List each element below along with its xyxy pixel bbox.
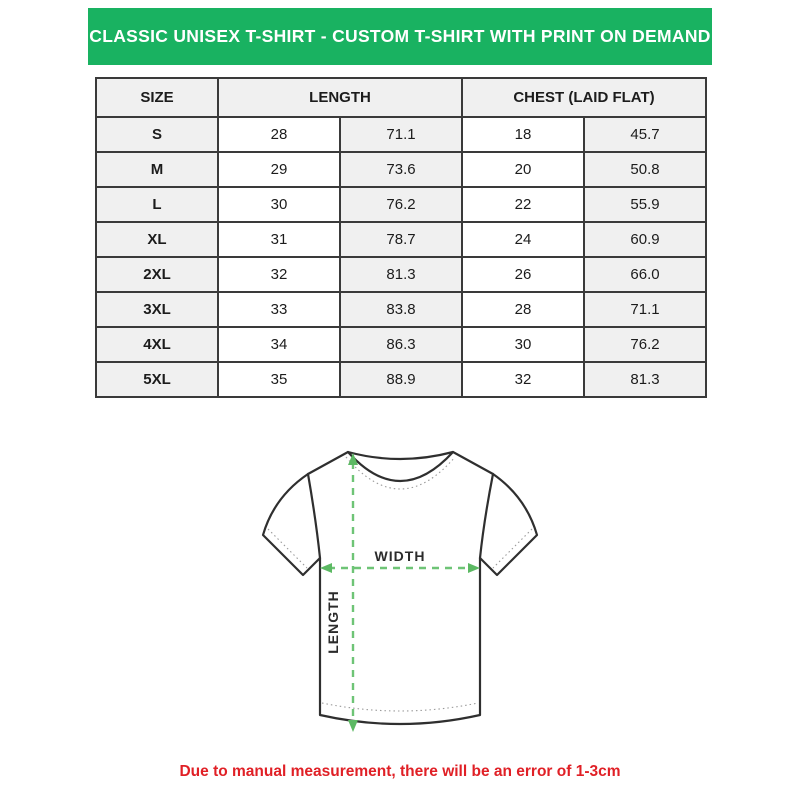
chest-cm: 45.7: [584, 117, 706, 152]
tshirt-measurement-diagram: [250, 435, 550, 743]
table-header-row: [96, 78, 706, 117]
table-row: [96, 257, 706, 292]
size-label: L: [96, 187, 218, 222]
length-cm: 81.3: [340, 257, 462, 292]
length-in: 31: [218, 222, 340, 257]
length-label: LENGTH: [325, 590, 341, 654]
length-in: 35: [218, 362, 340, 397]
length-cm: 86.3: [340, 327, 462, 362]
chest-in: 30: [462, 327, 584, 362]
col-header-size: SIZE: [96, 78, 218, 117]
length-cm: 73.6: [340, 152, 462, 187]
tshirt-diagram-svg: [250, 435, 550, 743]
length-in: 32: [218, 257, 340, 292]
chest-cm: 66.0: [584, 257, 706, 292]
chest-in: 26: [462, 257, 584, 292]
col-header-length: LENGTH: [218, 78, 462, 117]
size-chart-section: [95, 77, 707, 398]
table-row: [96, 222, 706, 257]
size-label: 4XL: [96, 327, 218, 362]
width-label: WIDTH: [374, 548, 426, 564]
length-in: 34: [218, 327, 340, 362]
table-row: [96, 117, 706, 152]
size-label: M: [96, 152, 218, 187]
arrow-down-icon: [348, 720, 358, 732]
size-chart-table: [95, 77, 707, 398]
chest-in: 22: [462, 187, 584, 222]
chest-in: 24: [462, 222, 584, 257]
chest-in: 20: [462, 152, 584, 187]
table-row: [96, 327, 706, 362]
length-in: 33: [218, 292, 340, 327]
title-banner: [88, 8, 712, 65]
chest-cm: 60.9: [584, 222, 706, 257]
length-cm: 71.1: [340, 117, 462, 152]
chest-cm: 50.8: [584, 152, 706, 187]
page-title: CLASSIC UNISEX T-SHIRT - CUSTOM T-SHIRT WITH PRINT ON DEMAND: [89, 26, 711, 46]
chest-in: 18: [462, 117, 584, 152]
tshirt-outline-icon: [263, 452, 537, 724]
length-cm: 83.8: [340, 292, 462, 327]
table-row: [96, 362, 706, 397]
length-in: 29: [218, 152, 340, 187]
length-cm: 88.9: [340, 362, 462, 397]
chest-cm: 71.1: [584, 292, 706, 327]
size-label: S: [96, 117, 218, 152]
chest-cm: 55.9: [584, 187, 706, 222]
size-label: 2XL: [96, 257, 218, 292]
chest-in: 28: [462, 292, 584, 327]
chest-cm: 81.3: [584, 362, 706, 397]
size-label: 3XL: [96, 292, 218, 327]
length-in: 30: [218, 187, 340, 222]
table-row: [96, 187, 706, 222]
length-cm: 76.2: [340, 187, 462, 222]
table-row: [96, 152, 706, 187]
length-cm: 78.7: [340, 222, 462, 257]
length-in: 28: [218, 117, 340, 152]
col-header-chest: CHEST (LAID FLAT): [462, 78, 706, 117]
size-label: XL: [96, 222, 218, 257]
chest-cm: 76.2: [584, 327, 706, 362]
measurement-error-note: Due to manual measurement, there will be an error of 1-3cm: [179, 763, 621, 780]
table-row: [96, 292, 706, 327]
chest-in: 32: [462, 362, 584, 397]
size-label: 5XL: [96, 362, 218, 397]
